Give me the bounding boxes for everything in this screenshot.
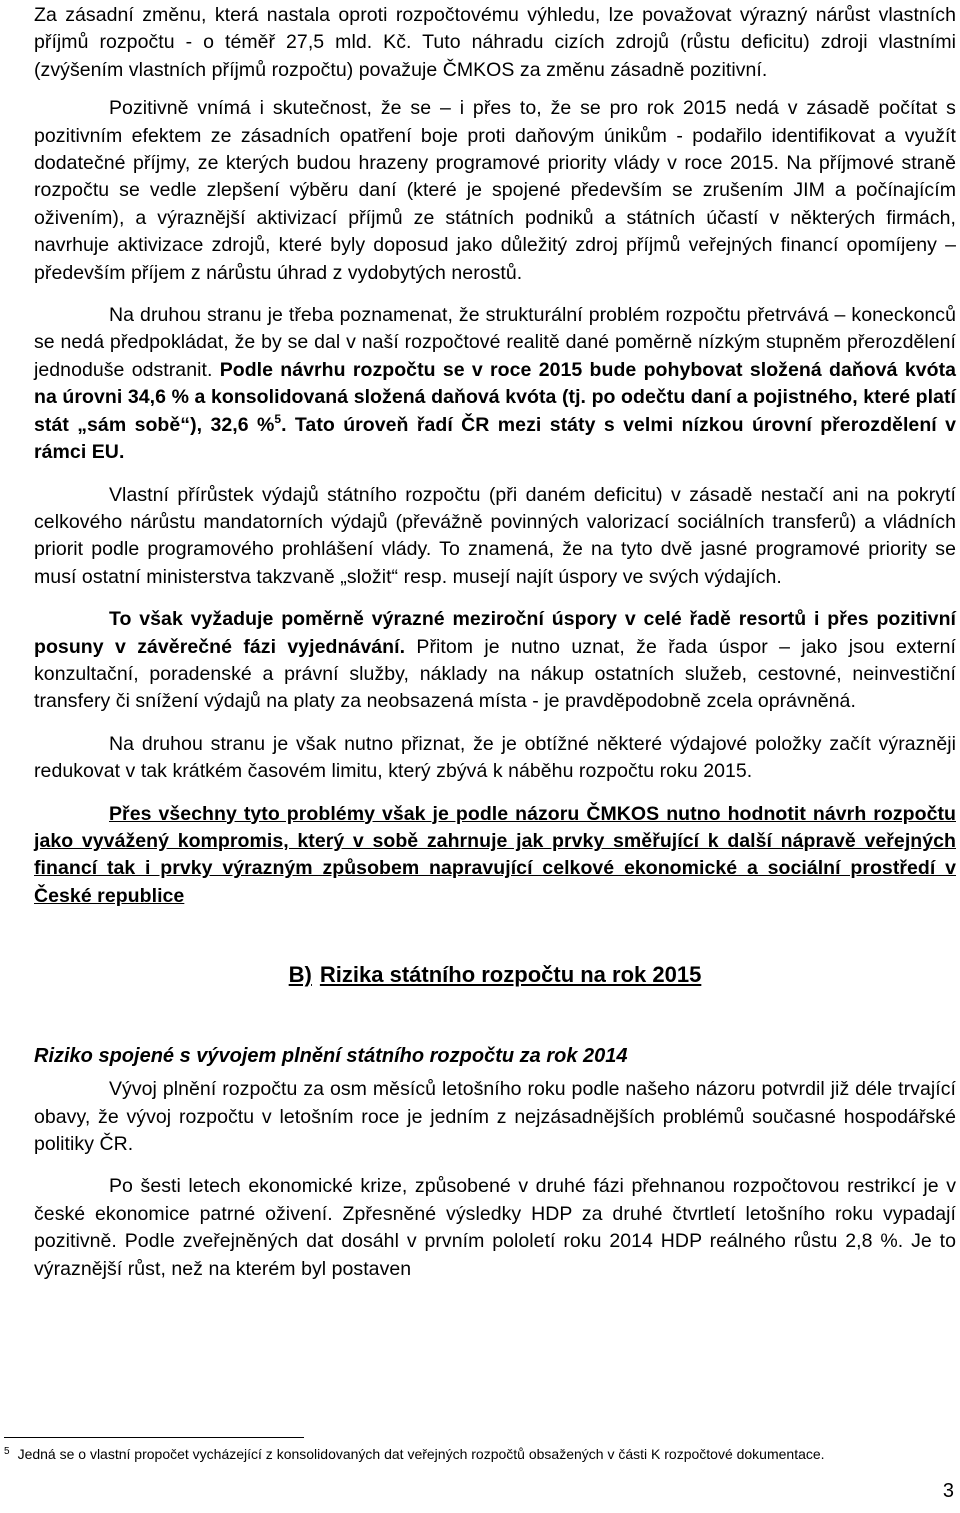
- section-b-letter: B): [288, 962, 312, 988]
- paragraph-3-bold: Podle návrhu rozpočtu se v roce 2015 bude pohybovat složená daňová kvóta na úrovni 34,6 % a konsolidovaná složená daňová kvóta (tj. po odečtu daní a pojistného, které platí stát „sám sobě“), 32,6 %: [34, 358, 957, 436]
- footnote: [4, 1445, 954, 1464]
- paragraph-2: Pozitivně vnímá i skutečnost, že se – i přes to, že se pro rok 2015 nedá v zásadě počítat s pozitivním efektem ze zásadních opatření boje proti daňovým únikům - podařilo identifikovat a využít dodatečné příjmy, ze kterých budou hrazeny programové priority vlády v roce 2015. Na příjmové straně rozpočtu se vedle zlepšení výběru daní (které je spojené především se zrušením JIM a počínajícím oživením), a výraznější aktivizací příjmů ze státních podniků a státních účastí v některých firmách, navrhuje aktivizace zdrojů, které byly doposud jako důležitý zdroj příjmů veřejných financí opomíjeny – především příjem z nárůstu úhrad z vydobytých nerostů.: [34, 97, 956, 284]
- paragraph-5-bold: To však vyžaduje poměrně výrazné meziroční úspory v celé řadě resortů i přes pozitivní posuny v závěrečné fázi vyjednávání.: [34, 608, 956, 658]
- page-number: 3: [942, 1480, 954, 1502]
- paragraph-5: [34, 606, 956, 716]
- paragraph-1: Za zásadní změnu, která nastala oproti rozpočtovému výhledu, lze považovat výrazný nárůst vlastních příjmů rozpočtu - o téměř 27,5 mld. Kč. Tuto náhradu cizích zdrojů (růstu deficitu) zdroji vlastními (zvýšením vlastních příjmů rozpočtu) považuje ČMKOS za změnu zásadně pozitivní.: [34, 4, 956, 81]
- paragraph-5-text: Přitom je nutno uznat, že řada úspor – jako jsou externí konzultační, poradenské a právní služby, náklady na nákup ostatních služeb, cestovné, neinvestiční transfery či snížení výdajů na platy za neobsazená místa - je pravděpodobně zcela oprávněná.: [34, 635, 956, 713]
- paragraph-6: Na druhou stranu je však nutno přiznat, že je obtížné některé výdajové položky začít výrazněji redukovat v tak krátkém časovém limitu, který zbývá k náběhu rozpočtu roku 2015.: [34, 732, 956, 783]
- paragraph-3: [34, 302, 956, 466]
- paragraph-3-bold-end: . Tato úroveň řadí ČR mezi státy s velmi nízkou úrovní přerozdělení v rámci EU.: [34, 413, 956, 464]
- footnote-divider: [4, 1437, 304, 1438]
- document-page: [34, 0, 956, 1283]
- paragraph-4: Vlastní přírůstek výdajů státního rozpočtu (při daném deficitu) v zásadě nestačí ani na pokrytí celkového nárůstu mandatorních výdajů (převážně povinných valorizací sociálních transferů) a vládních priorit podle programového prohlášení vlády. To znamená, že na tyto dvě jasné programové priority se musí ostatní ministerstva takzvaně „složit“ resp. musejí najít úspory ve svých výdajích.: [34, 483, 956, 588]
- footnote-ref: 5: [274, 411, 282, 426]
- footnote-marker: 5: [4, 1446, 10, 1457]
- subheading: Riziko spojené s vývojem plnění státního rozpočtu za rok 2014: [34, 1045, 628, 1068]
- paragraph-7: Přes všechny tyto problémy však je podle názoru ČMKOS nutno hodnotit návrh rozpočtu jako vyvážený kompromis, který v sobě zahrnuje jak prvky směřující k další nápravě veřejných financí tak i prvky výrazným způsobem napravující celkové ekonomické a sociální prostředí v České republice: [34, 802, 956, 907]
- footnote-text: Jedná se o vlastní propočet vycházející z konsolidovaných dat veřejných rozpočtů obsažených v části K rozpočtové dokumentace.: [17, 1446, 825, 1462]
- paragraph-9: Po šesti letech ekonomické krize, způsobené v druhé fázi přehnanou rozpočtovou restrikcí je v české ekonomice patrné oživení. Zpřesněné výsledky HDP za druhé čtvrtletí letošního roku vypadají pozitivně. Podle zveřejněných dat dosáhl v prvním pololetí roku 2014 HDP reálného růstu 2,8 %. Je to výraznější růst, než na kterém byl postaven: [34, 1175, 956, 1280]
- paragraph-3-text: Na druhou stranu je třeba poznamenat, že strukturální problém rozpočtu přetrvává – koneckonců se nedá předpokládat, že by se dal v naší rozpočtové realitě dané poměrně nízkým stupněm přerozdělení jednoduše odstranit.: [34, 304, 956, 381]
- paragraph-8: Vývoj plnění rozpočtu za osm měsíců letošního roku podle našeho názoru potvrdil již déle trvající obavy, že vývoj rozpočtu v letošním roce je jedním z nejzásadnějších problémů současné hospodářské politiky ČR.: [34, 1078, 956, 1155]
- section-b-heading: [34, 960, 956, 990]
- section-b-title: Rizika státního rozpočtu na rok 2015: [319, 962, 702, 988]
